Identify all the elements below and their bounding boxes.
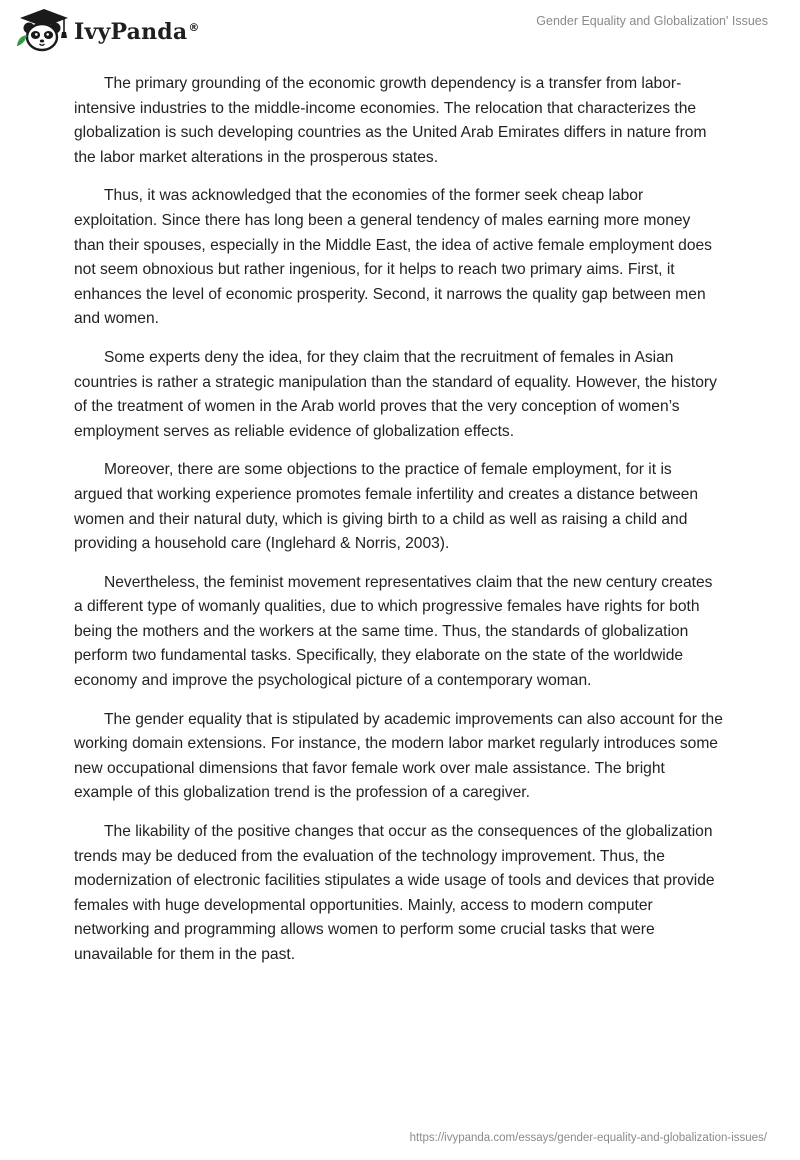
paragraph: The likability of the positive changes that occur as the consequences of the globalization trends may be deduced from the evaluation of the technology improvement. Thus, the modernization of electronic facilities stipulates a wide usage of tools and devices that provide females with huge developmental opportunities. Mainly, access to modern computer networking and programming allows women to perform some crucial tasks that were unavailable for them in the past. xyxy=(74,823,715,963)
ivypanda-logo[interactable] xyxy=(14,8,200,52)
paragraph: Nevertheless, the feminist movement representatives claim that the new century creates a different type of womanly qualities, due to which progressive females have rights for both being the mothers and the workers at the same time. Thus, the standards of globalization perform two fundamental tasks. Specifically, they elaborate on the state of the worldwide economy and improve the psychological picture of a contemporary woman. xyxy=(74,573,713,690)
brand-name xyxy=(74,19,200,45)
essay-body xyxy=(74,72,724,982)
paragraph: Some experts deny the idea, for they claim that the recruitment of females in Asian countries is rather a strategic manipulation than the standard of equality. However, the history of the treatment of women in the Arab world proves that the very conception of women’s employment serves as reliable evidence of globalization effects. xyxy=(74,348,717,440)
source-url[interactable]: https://ivypanda.com/essays/gender-equality-and-globalization-issues/ xyxy=(409,1132,767,1144)
paragraph: The gender equality that is stipulated by academic improvements can also account for the working domain extensions. For instance, the modern labor market regularly introduces some new occupational dimensions that favor female work over male assistance. The bright example of this globalization trend is the profession of a caregiver. xyxy=(74,710,723,802)
page-header xyxy=(0,0,800,60)
brand-name-text: IvyPanda xyxy=(74,19,188,45)
paragraph: Thus, it was acknowledged that the economies of the former seek cheap labor exploitation. Since there has long been a general tendency of males earning more money than their spouses, especially in the Middle East, the idea of active female employment does not seem obnoxious but rather ingenious, for it helps to reach two primary aims. First, it enhances the level of economic prosperity. Second, it narrows the quality gap between men and women. xyxy=(74,187,712,328)
panda-graduation-cap-icon xyxy=(14,8,70,52)
document-title: Gender Equality and Globalization' Issues xyxy=(536,14,768,28)
registered-mark: ® xyxy=(188,20,200,34)
paragraph: Moreover, there are some objections to the practice of female employment, for it is argued that working experience promotes female infertility and creates a distance between women and their natural duty, which is giving birth to a child as well as raising a child and providing a household care (Inglehard & Norris, 2003). xyxy=(74,461,699,553)
paragraph: The primary grounding of the economic growth dependency is a transfer from labor-intensive industries to the middle-income economies. The relocation that characterizes the globalization is such developing countries as the United Arab Emirates differs in nature from the labor market alterations in the prosperous states. xyxy=(74,75,707,166)
